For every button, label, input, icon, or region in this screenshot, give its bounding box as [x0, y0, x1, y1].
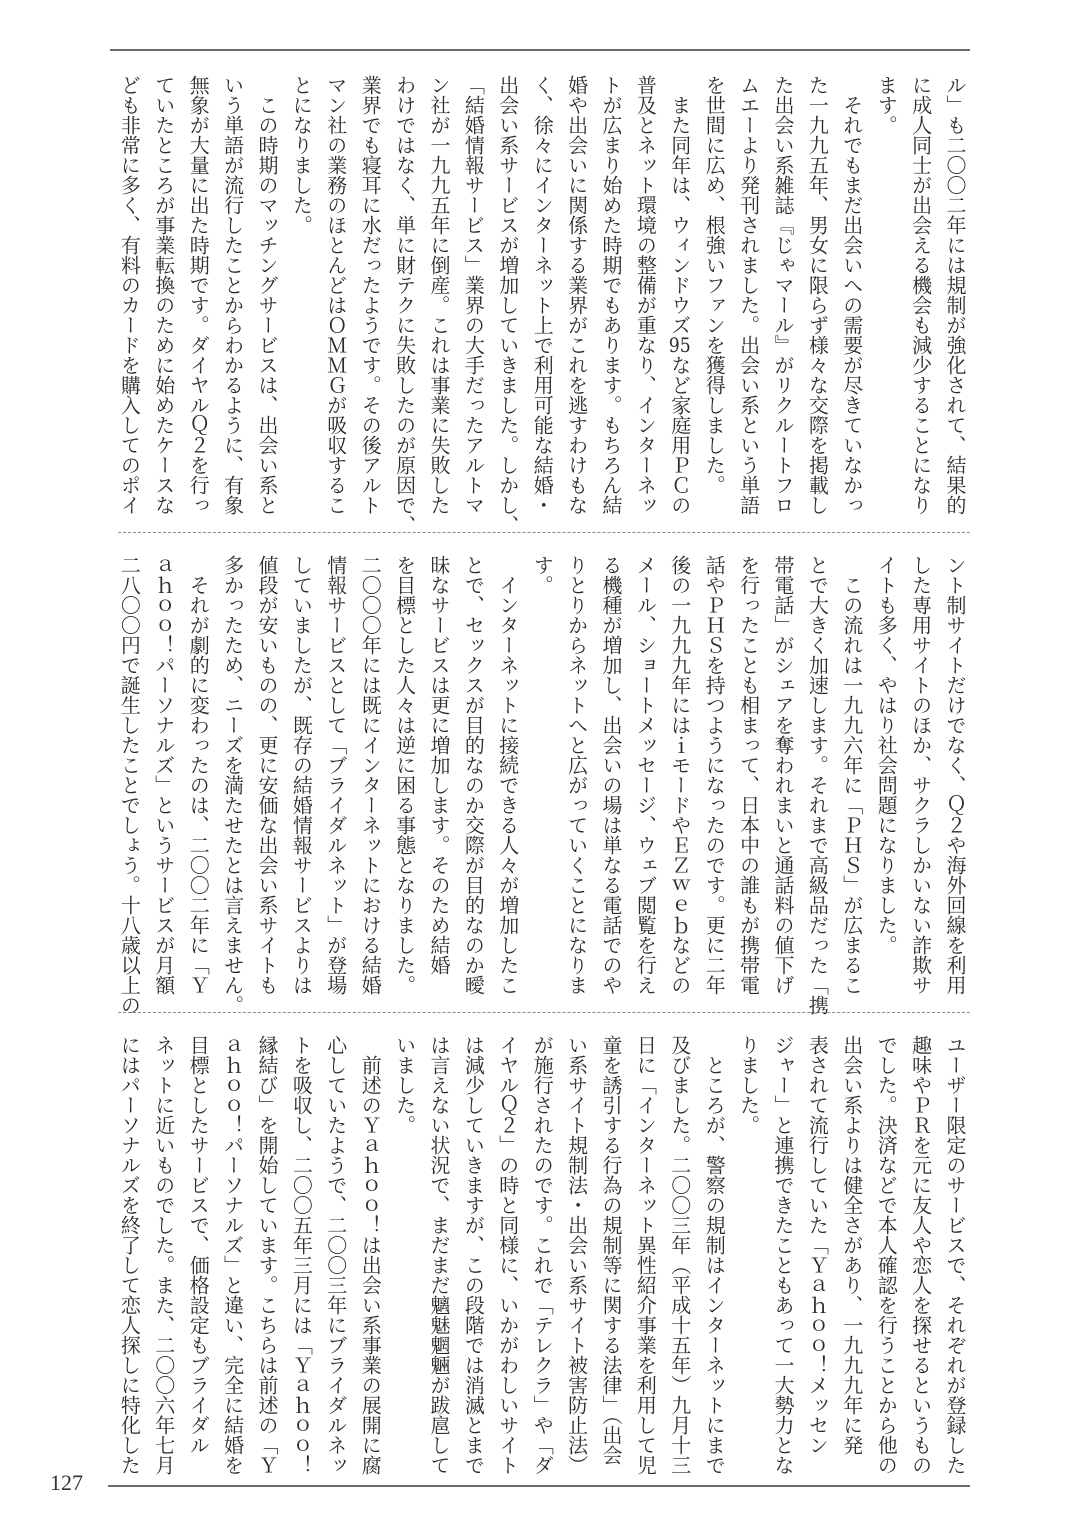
- text-column: ていたところが事業転換のために始めたケースな: [151, 75, 176, 515]
- top-rule: [110, 49, 970, 51]
- text-column: ユーザー限定のサービスで、それぞれが登録した: [943, 1035, 967, 1475]
- text-column: いう単語が流行したことからわかるように、有象: [220, 75, 245, 515]
- text-column: マン社の業務のほとんどはＯＭＭＧが吸収するこ: [323, 75, 348, 515]
- text-column: 及びました。二〇〇三年（平成十五年）九月十三: [667, 1035, 692, 1475]
- text-column: は言えない状況で、まだまだ魑魅魍魎が跋扈して: [427, 1035, 451, 1475]
- text-column: ます。: [874, 75, 899, 135]
- text-column: る機種が増加し、出会いの場は単なる電話でのや: [599, 555, 623, 995]
- text-column: 情報サービスとして「ブライダルネット」が登場: [323, 555, 348, 995]
- text-column: していましたが、既存の結婚情報サービスよりは: [289, 555, 314, 995]
- text-column: この時期のマッチングサービスは、出会い系と: [255, 75, 279, 515]
- text-column: りました。: [736, 1035, 761, 1135]
- page-number: 127: [50, 1470, 83, 1495]
- text-column: した専用サイトのほか、サクラしかいない詐欺サ: [908, 555, 933, 995]
- text-column: 帯電話」がシェアを奪われまいと通話料の値下げ: [771, 555, 795, 995]
- text-column: ネットに近いものでした。また、二〇〇六年七月: [151, 1035, 176, 1475]
- text-column: す。: [530, 555, 555, 595]
- text-column: 目標としたサービスで、価格設定もブライダル: [186, 1035, 211, 1455]
- text-column: く、徐々にインターネット上で利用可能な結婚・: [530, 75, 555, 515]
- text-column: とで大きく加速します。それまで高級品だった「携: [805, 555, 830, 1015]
- text-column: ル」も二〇〇二年には規制が強化されて、結果的: [943, 75, 967, 515]
- text-column: ａｈｏｏ！パーソナルズ」と違い、完全に結婚を: [220, 1035, 245, 1475]
- text-column: ント制サイトだけでなく、Ｑ２や海外回線を利用: [943, 555, 967, 995]
- text-column: 前述のＹａｈｏｏ！は出会い系事業の展開に腐: [358, 1035, 383, 1475]
- text-column: 業界でも寝耳に水だったようです。その後アルト: [358, 75, 383, 515]
- text-column: トを吸収し、二〇〇五年三月には「Ｙａｈｏｏ！: [289, 1035, 314, 1475]
- text-column: 日に「インターネット異性紹介事業を利用して児: [633, 1035, 658, 1475]
- text-column: 童を誘引する行為の規制等に関する法律」（出会: [599, 1035, 623, 1465]
- tier-divider-2: [118, 1012, 970, 1013]
- text-column: それでもまだ出会いへの需要が尽きていなかっ: [839, 75, 864, 515]
- text-column: 普及とネット環境の整備が重なり、インターネッ: [633, 75, 658, 515]
- text-column: イヤルＱ２」の時と同様に、いかがわしいサイト: [495, 1035, 520, 1475]
- text-column: を目標とした人々は逆に困る事態となりました。: [392, 555, 417, 995]
- text-column: 心していたようで、二〇〇三年にブライダルネッ: [323, 1035, 348, 1475]
- text-column: トが広まり始めた時期でもあります。もちろん結: [599, 75, 623, 515]
- text-column: 二〇〇〇年には既にインターネットにおける結婚: [358, 555, 383, 995]
- text-column: 表されて流行していた「Ｙａｈｏｏ！メッセン: [805, 1035, 830, 1455]
- text-column: が施行されたのです。これで「テレクラ」や「ダ: [530, 1035, 555, 1475]
- text-column: この流れは一九九六年に「ＰＨＳ」が広まるこ: [839, 555, 864, 995]
- text-column: わけではなく、単に財テクに失敗したのが原因で、: [392, 75, 417, 535]
- text-column: また同年は、ウィンドウズ95など家庭用ＰＣの: [667, 75, 692, 515]
- text-column: イトも多く、やはり社会問題になりました。: [874, 555, 899, 955]
- text-column: とで、セックスが目的なのか交際が目的なのか曖: [461, 555, 486, 995]
- text-column: ジャー」と連携できたこともあって一大勢力とな: [771, 1035, 795, 1475]
- text-column: にはパーソナルズを終了して恋人探しに特化した: [117, 1035, 142, 1475]
- bottom-rule: [108, 1485, 970, 1487]
- text-column: 昧なサービスは更に増加します。そのため結婚: [427, 555, 451, 975]
- text-column: い系サイト規制法・出会い系サイト被害防止法）: [564, 1035, 589, 1475]
- text-column: を行ったことも相まって、日本中の誰もが携帯電: [736, 555, 761, 995]
- text-column: それが劇的に変わったのは、二〇〇二年に「Ｙ: [186, 555, 211, 995]
- text-column: 縁結び」を開始しています。こちらは前述の「Ｙ: [255, 1035, 279, 1475]
- text-column: ン社が一九九五年に倒産。これは事業に失敗した: [427, 75, 451, 515]
- text-column: 話やＰＨＳを持つようになったのです。更に二年: [702, 555, 727, 995]
- text-column: ムエーより発刊されました。出会い系という単語: [736, 75, 761, 515]
- text-column: 後の一九九九年にはｉモードやＥＺｗｅｂなどの: [667, 555, 692, 995]
- text-column: とになりました。: [289, 75, 314, 235]
- text-column: 無象が大量に出た時期です。ダイヤルＱ２を行っ: [186, 75, 211, 515]
- text-column: でした。決済などで本人確認を行うことから他の: [874, 1035, 899, 1475]
- text-column: 二八〇〇円で誕生したことでしょう。十八歳以上の: [117, 555, 142, 1015]
- text-column: に成人同士が出会える機会も減少することになり: [908, 75, 933, 515]
- text-column: 趣味やＰＲを元に友人や恋人を探せるというもの: [908, 1035, 933, 1475]
- text-column: ども非常に多く、有料のカードを購入してのポイ: [117, 75, 142, 515]
- text-column: 値段が安いものの、更に安価な出会い系サイトも: [255, 555, 279, 995]
- text-column: ところが、警察の規制はインターネットにまで: [702, 1035, 727, 1475]
- text-column: 出会い系よりは健全さがあり、一九九九年に発: [839, 1035, 864, 1455]
- text-column: 多かったため、ニーズを満たせたとは言えません。: [220, 555, 245, 1015]
- text-column: た一九九五年、男女に限らず様々な交際を掲載し: [805, 75, 830, 515]
- text-column: 婚や出会いに関係する業界がこれを逃すわけもな: [564, 75, 589, 515]
- text-column: 「結婚情報サービス」業界の大手だったアルトマ: [461, 75, 486, 515]
- text-column: を世間に広め、根強いファンを獲得しました。: [702, 75, 727, 495]
- text-column: た出会い系雑誌『じゃマール』がリクルートフロ: [771, 75, 795, 515]
- text-column: いました。: [392, 1035, 417, 1135]
- tier-divider-1: [118, 532, 970, 533]
- text-column: は減少していきますが、この段階では消滅とまで: [461, 1035, 486, 1475]
- text-column: インターネットに接続できる人々が増加したこ: [495, 555, 520, 995]
- text-column: 出会い系サービスが増加していきました。しかし、: [495, 75, 520, 535]
- text-column: りとりからネットへと広がっていくことになりま: [564, 555, 589, 995]
- text-column: ａｈｏｏ！パーソナルズ」というサービスが月額: [151, 555, 176, 995]
- text-column: メール、ショートメッセージ、ウェブ閲覧を行え: [633, 555, 658, 995]
